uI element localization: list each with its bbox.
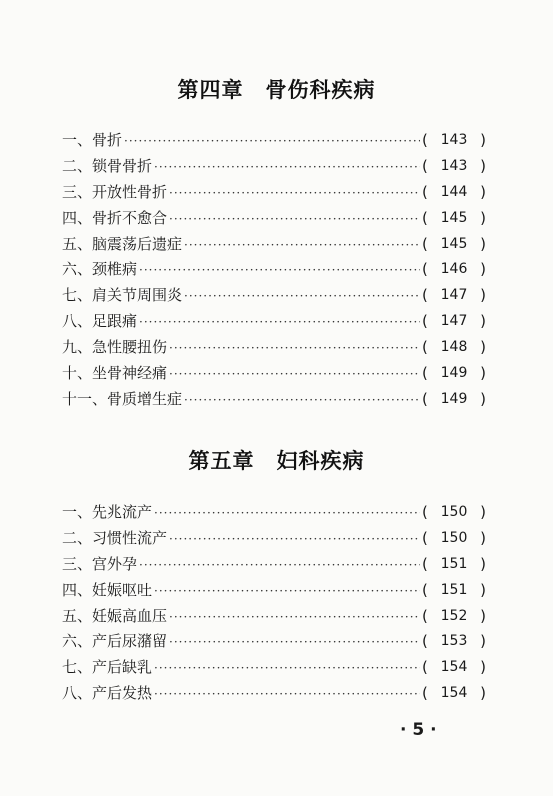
- toc-entry[interactable]: 二、锁骨骨折 ····· ( 143 ): [62, 154, 486, 180]
- entry-page: 143: [440, 132, 468, 148]
- chapter-4-title: 骨伤科疾病: [265, 78, 376, 102]
- toc-entry[interactable]: 九、急性腰扭伤 ····· ( 148 ): [62, 335, 486, 361]
- entry-page: 148: [440, 339, 468, 356]
- chapter-5-toc: [62, 500, 486, 707]
- leader-dots: [169, 362, 420, 388]
- entry-title: 十一、骨质增生症: [62, 389, 183, 408]
- entry-title: 四、骨折不愈合: [62, 208, 168, 227]
- entry-page: 144: [440, 183, 468, 200]
- toc-entry[interactable]: 七、产后缺乳 ····· ( 154 ): [62, 655, 486, 681]
- entry-title: 一、骨折: [62, 131, 123, 149]
- entry-page: 151: [440, 555, 468, 572]
- chapter-5-number: 第五章: [188, 449, 255, 473]
- entry-title: 五、妊娠高血压: [62, 606, 168, 625]
- leader-dots: [169, 605, 420, 631]
- entry-page: 154: [440, 685, 468, 702]
- entry-title: 九、急性腰扭伤: [62, 338, 168, 357]
- entry-title: 一、先兆流产: [62, 503, 153, 521]
- toc-entry[interactable]: 六、产后尿潴留 ····· ( 153 ): [62, 629, 486, 655]
- toc-entry[interactable]: 三、宫外孕 ····· ( 151 ): [62, 552, 486, 578]
- leader-dots: [169, 527, 420, 553]
- entry-title: 二、锁骨骨折: [62, 156, 153, 175]
- entry-title: 十、坐骨神经痛: [62, 364, 168, 383]
- entry-title: 六、产后尿潴留: [62, 632, 168, 651]
- chapter-4-heading: [0, 74, 553, 104]
- toc-entry[interactable]: 七、肩关节周围炎 ····· ( 147 ): [62, 283, 486, 309]
- leader-dots: [139, 258, 420, 284]
- entry-page: 145: [440, 235, 468, 252]
- entry-page: 154: [440, 659, 468, 676]
- entry-page: 152: [440, 607, 468, 624]
- leader-dots: [169, 181, 420, 207]
- toc-entry[interactable]: 十一、骨质增生症 ····· ( 149 ): [62, 387, 486, 413]
- toc-entry[interactable]: 十、坐骨神经痛 ····· ( 149 ): [62, 361, 486, 387]
- entry-page: 143: [440, 157, 468, 174]
- leader-dots: [169, 630, 420, 656]
- toc-entry[interactable]: 二、习惯性流产 ····· ( 150 ): [62, 526, 486, 552]
- entry-title: 二、习惯性流产: [62, 528, 168, 547]
- entry-title: 七、产后缺乳: [62, 658, 153, 677]
- leader-dots: [154, 656, 420, 682]
- entry-title: 三、宫外孕: [62, 554, 138, 573]
- entry-page: 150: [440, 529, 468, 546]
- toc-entry[interactable]: 八、产后发热 ····· ( 154 ): [62, 681, 486, 707]
- entry-page: 149: [440, 390, 468, 407]
- entry-title: 五、脑震荡后遗症: [62, 234, 183, 253]
- entry-title: 六、颈椎病: [62, 260, 138, 279]
- leader-dots: [124, 129, 420, 155]
- leader-dots: [184, 388, 420, 414]
- entry-page: 147: [440, 313, 468, 330]
- chapter-4-toc: [62, 128, 486, 413]
- toc-entry[interactable]: 五、妊娠高血压 ····· ( 152 ): [62, 604, 486, 630]
- entry-page: 147: [440, 287, 468, 304]
- entry-page: 153: [440, 633, 468, 650]
- entry-title: 三、开放性骨折: [62, 182, 168, 201]
- chapter-5-heading: [0, 445, 553, 475]
- toc-entry[interactable]: 一、骨折 ····· ( 143 ): [62, 128, 486, 154]
- entry-page: 146: [440, 261, 468, 278]
- entry-page: 149: [440, 365, 468, 382]
- leader-dots: [154, 579, 420, 605]
- leader-dots: [154, 501, 420, 527]
- toc-entry[interactable]: 一、先兆流产 ····· ( 150 ): [62, 500, 486, 526]
- toc-entry[interactable]: 六、颈椎病 ····· ( 146 ): [62, 257, 486, 283]
- entry-page: 150: [440, 504, 468, 520]
- leader-dots: [184, 284, 420, 310]
- toc-entry[interactable]: 五、脑震荡后遗症 ····· ( 145 ): [62, 232, 486, 258]
- leader-dots: [139, 310, 420, 336]
- entry-title: 八、足跟痛: [62, 312, 138, 331]
- leader-dots: [184, 233, 420, 259]
- leader-dots: [154, 155, 420, 181]
- toc-entry[interactable]: 八、足跟痛 ····· ( 147 ): [62, 309, 486, 335]
- entry-page: 151: [440, 581, 468, 598]
- leader-dots: [154, 682, 420, 708]
- leader-dots: [139, 553, 420, 579]
- page-number: · 5 ·: [400, 720, 437, 740]
- chapter-4-number: 第四章: [177, 78, 244, 102]
- toc-entry[interactable]: 三、开放性骨折 ····· ( 144 ): [62, 180, 486, 206]
- toc-entry[interactable]: 四、骨折不愈合 ····· ( 145 ): [62, 206, 486, 232]
- chapter-5-title: 妇科疾病: [276, 449, 365, 473]
- toc-entry[interactable]: 四、妊娠呕吐 ····· ( 151 ): [62, 578, 486, 604]
- entry-title: 七、肩关节周围炎: [62, 286, 183, 305]
- entry-title: 四、妊娠呕吐: [62, 580, 153, 599]
- entry-title: 八、产后发热: [62, 684, 153, 703]
- entry-page: 145: [440, 209, 468, 226]
- leader-dots: [169, 207, 420, 233]
- leader-dots: [169, 336, 420, 362]
